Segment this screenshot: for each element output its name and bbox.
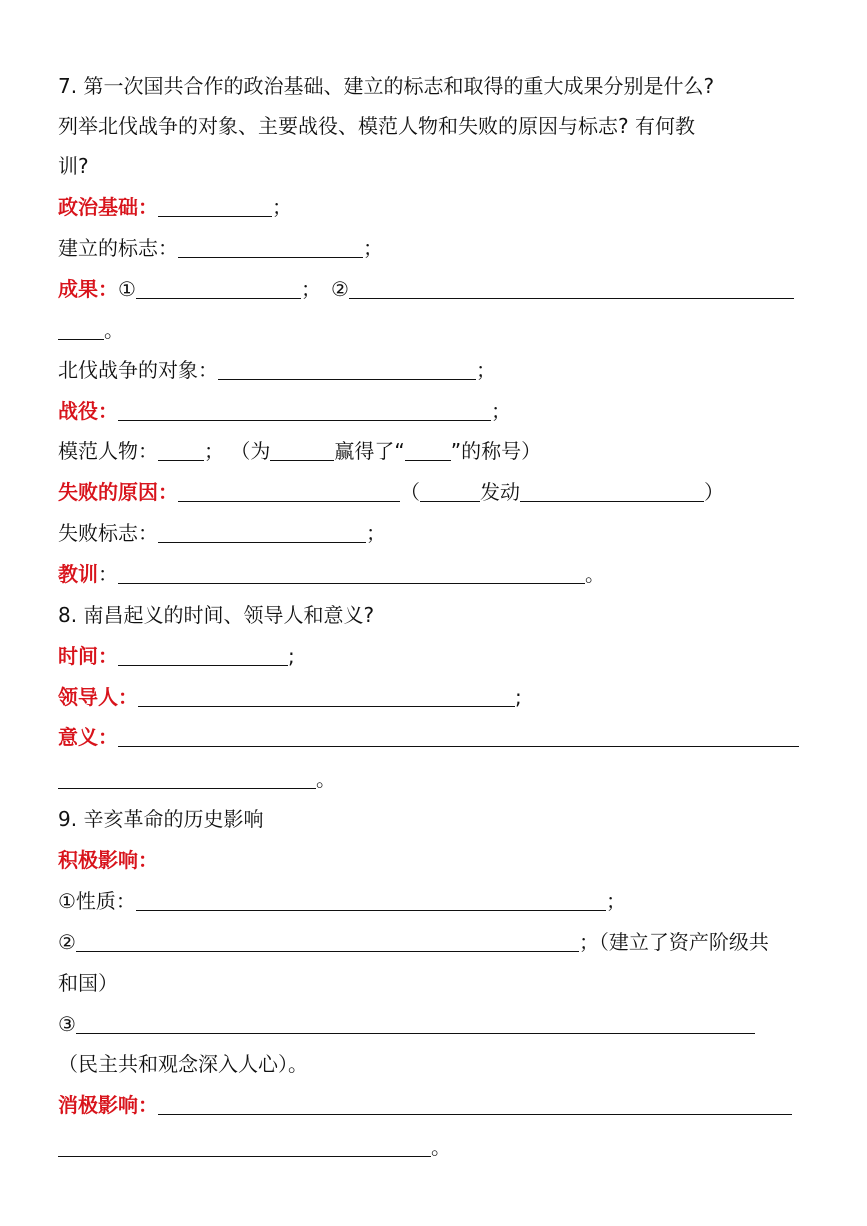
semicolon: ； (605, 889, 626, 913)
fail-reason-blank[interactable] (178, 479, 400, 502)
time-blank[interactable] (118, 643, 288, 666)
semicolon: ； (363, 236, 383, 260)
q7-line1: 7. 第一次国共合作的政治基础、建立的标志和取得的重大成果分别是什么? (58, 74, 715, 98)
launcher-blank[interactable] (420, 479, 480, 502)
semicolon: ; (288, 644, 295, 668)
colon: ： (98, 562, 118, 586)
target-label: 北伐战争的对象： (58, 358, 218, 382)
political-basis-row (58, 194, 292, 220)
fail-reason-label: 失败的原因： (58, 480, 178, 504)
model-text-end: ”的称号） (450, 439, 542, 463)
semicolon: ； (491, 399, 511, 423)
model-text: ； （为 (204, 439, 271, 463)
results-row-cont (58, 317, 124, 343)
model-text-2: 赢得了“ (334, 439, 405, 463)
fail-sign-blank[interactable] (158, 520, 366, 543)
q7-line3: 训? (58, 154, 89, 178)
q8-leader-row (58, 684, 522, 710)
model-label: 模范人物： (58, 439, 158, 463)
leader-blank[interactable] (138, 684, 515, 707)
circle-3: ③ (58, 1012, 76, 1036)
q8-time-row (58, 643, 295, 669)
nature-label: ①性质： (58, 889, 136, 913)
semicolon: ； (366, 521, 386, 545)
item3-note: （民主共和观念深入人心）。 (58, 1052, 308, 1076)
establish-blank[interactable] (178, 235, 363, 258)
nature-row (58, 888, 626, 914)
item2-row (58, 929, 769, 955)
model-blank[interactable] (158, 438, 204, 461)
semicolon: ； (476, 358, 496, 382)
period: 。 (431, 1135, 451, 1159)
results-label: 成果： (58, 277, 118, 301)
result2-blank[interactable] (349, 276, 794, 299)
battles-blank[interactable] (118, 398, 491, 421)
meaning-blank[interactable] (118, 724, 799, 747)
q8-title: 8. 南昌起义的时间、领导人和意义? (58, 603, 375, 627)
fail-sign-label: 失败标志： (58, 521, 158, 545)
item2-row-cont: 和国） (58, 971, 118, 995)
fail-reason-row (58, 479, 724, 505)
fail-sign-row (58, 520, 386, 546)
results-row (58, 276, 794, 302)
semicolon: ； (272, 195, 292, 219)
item2-blank[interactable] (76, 929, 579, 952)
lesson-row (58, 561, 605, 587)
model-row (58, 438, 541, 464)
leader-label: 领导人： (58, 685, 138, 709)
launch-event-blank[interactable] (520, 479, 704, 502)
target-row (58, 357, 496, 383)
positive-label: 积极影响： (58, 848, 158, 872)
circle-2: ② (330, 277, 349, 301)
nature-blank[interactable] (136, 888, 606, 911)
meaning-blank-cont[interactable] (58, 766, 316, 789)
negative-blank-cont[interactable] (58, 1134, 431, 1157)
battles-label: 战役： (58, 399, 118, 423)
launch-text: 发动 (480, 480, 520, 504)
lesson-label: 教训 (58, 562, 98, 586)
item2-note: ；（建立了资产阶级共 (578, 930, 769, 954)
negative-blank[interactable] (158, 1092, 792, 1115)
q7-line2: 列举北伐战争的对象、主要战役、模范人物和失败的原因与标志? 有何教 (58, 114, 695, 138)
battles-row (58, 398, 511, 424)
paren-close: ） (704, 480, 724, 504)
result1-blank[interactable] (136, 276, 301, 299)
paren-open: （ (400, 480, 420, 504)
establish-row (58, 235, 383, 261)
circle-1: ① (118, 277, 136, 301)
q8-meaning-row-cont (58, 766, 336, 792)
negative-row (58, 1092, 792, 1118)
item3-row (58, 1011, 755, 1037)
q8-meaning-row (58, 724, 799, 750)
establish-label: 建立的标志： (58, 236, 178, 260)
political-basis-label: 政治基础： (58, 195, 158, 219)
time-label: 时间： (58, 644, 118, 668)
model-for-blank[interactable] (270, 438, 334, 461)
semicolon: ; (515, 685, 522, 709)
target-blank[interactable] (218, 357, 476, 380)
q9-title: 9. 辛亥革命的历史影响 (58, 807, 264, 831)
political-basis-blank[interactable] (158, 194, 272, 217)
model-title-blank[interactable] (405, 438, 451, 461)
item3-blank[interactable] (76, 1011, 755, 1034)
negative-row-cont (58, 1134, 451, 1160)
lesson-blank[interactable] (118, 561, 585, 584)
period: 。 (585, 562, 605, 586)
semicolon: ； (300, 277, 321, 301)
period: 。 (316, 767, 336, 791)
result2-blank-cont[interactable] (58, 317, 104, 340)
period: 。 (104, 318, 124, 342)
meaning-label: 意义： (58, 725, 118, 749)
negative-label: 消极影响： (58, 1093, 158, 1117)
circle-2: ② (58, 930, 76, 954)
